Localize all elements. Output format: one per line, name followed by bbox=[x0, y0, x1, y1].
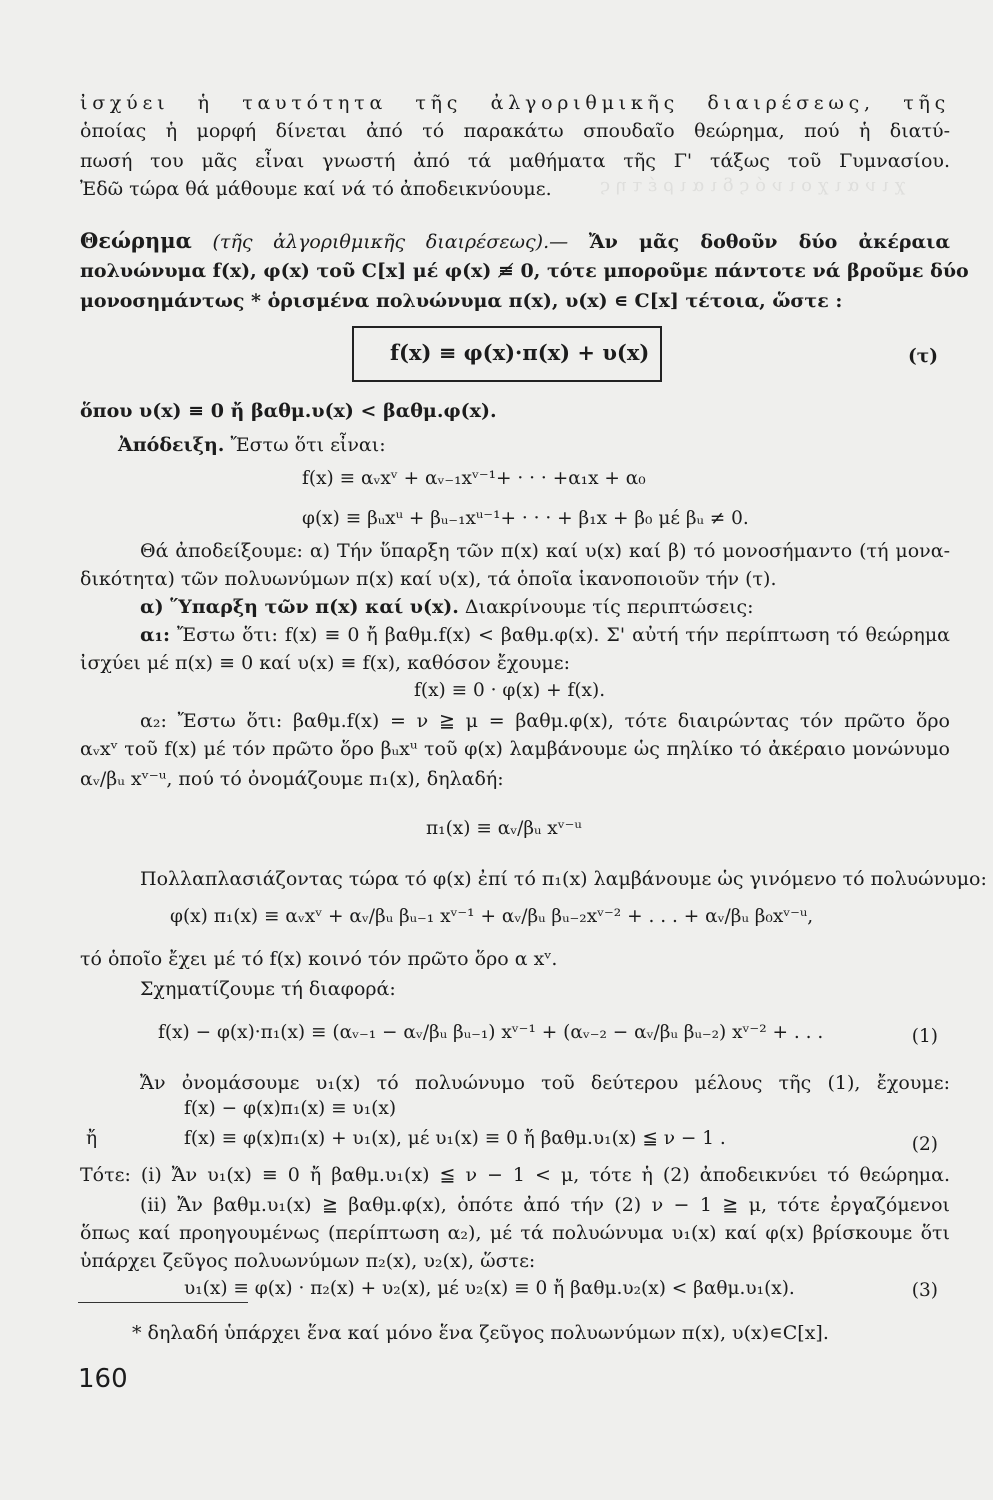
bleed-through-text: χ ι ν α ι χ ο ι ν ό ς δ ι α ι ρ έ τ η ς bbox=[600, 175, 906, 196]
case-a1-formula: f(x) ≡ 0 · φ(x) + f(x). bbox=[414, 680, 606, 701]
case-a1-label: α₁: bbox=[140, 624, 170, 646]
case-ii-line-2: ὅπως καί προηγουμένως (περίπτωση α₂), μέ τά πολυώνυμα υ₁(x) καί φ(x) βρίσκουμε ὅτι bbox=[80, 1222, 950, 1244]
then-line: Τότε: (i) Ἄν υ₁(x) ≡ 0 ἤ βαθμ.υ₁(x) ≦ ν − 1 < μ, τότε ἡ (2) ἀποδεικνύει τό θεώρημα. bbox=[80, 1164, 950, 1186]
existence-rest: Διακρίνουμε τίς περιπτώσεις: bbox=[464, 596, 754, 618]
theorem-subtitle: (τῆς ἀλγοριθμικῆς διαιρέσεως).— bbox=[212, 231, 569, 253]
phi-definition: φ(x) ≡ βᵤxᵘ + βᵤ₋₁xᵘ⁻¹+ · · · + β₁x + β₀ μέ βᵤ ≠ 0. bbox=[302, 508, 749, 529]
existence-heading: α) Ὕπαρξη τῶν π(x) καί υ(x). bbox=[140, 596, 459, 618]
theorem-heading: Θεώρημα bbox=[80, 228, 192, 253]
u1-formula: f(x) − φ(x)π₁(x) ≡ υ₁(x) bbox=[184, 1098, 397, 1119]
body-line-3: πωσή του μᾶς εἶναι γνωστή ἀπό τά μαθήματα τῆς Γ' τάξως τοῦ Γυμνασίου. bbox=[80, 150, 950, 172]
theorem-line-3: μονοσημάντως * ὁρισμένα πολυώνυμα π(x), υ(x) ∊ C[x] τέτοια, ὥστε : bbox=[80, 290, 843, 312]
theorem-line-4: ὅπου υ(x) ≡ 0 ἤ βαθμ.υ(x) < βαθμ.φ(x). bbox=[80, 400, 497, 422]
theorem-statement-start: Ἄν μᾶς δοθοῦν δύο ἀκέραια bbox=[588, 231, 950, 253]
case-a2-line-3: αᵥ/βᵤ xᵛ⁻ᵘ, πού τό ὀνομάζουμε π₁(x), δηλαδή: bbox=[80, 768, 504, 790]
equation-2-label: (2) bbox=[911, 1134, 938, 1155]
proof-intro-text: Ἔστω ὅτι εἶναι: bbox=[230, 434, 386, 456]
footnote-rule bbox=[78, 1302, 248, 1303]
multiply-line: Πολλαπλασιάζοντας τώρα τό φ(x) ἐπί τό π₁(x) λαμβάνουμε ὡς γινόμενο τό πολυώνυμο: bbox=[140, 868, 987, 890]
theorem-line-1 bbox=[80, 228, 950, 255]
proof-label: Ἀπόδειξη. bbox=[118, 434, 225, 456]
case-a1-text: Ἔστω ὅτι: f(x) ≡ 0 ἤ βαθμ.f(x) < βαθμ.φ(x). Σ' αὐτή τήν περίπτωση τό θεώρημα bbox=[176, 624, 950, 646]
prove-line-2: δικότητα) τῶν πολυωνύμων π(x) καί υ(x), τά ὁποῖα ἱκανοποιοῦν τήν (τ). bbox=[80, 568, 777, 590]
proof-intro bbox=[118, 432, 928, 458]
body-line-2: ὁποίας ἡ μορφή δίνεται ἀπό τό παρακάτω σπουδαῖο θεώρημα, πού ἡ διατύ- bbox=[80, 120, 950, 142]
case-a2-line-1: α₂: Ἔστω ὅτι: βαθμ.f(x) = ν ≧ μ = βαθμ.φ(x), τότε διαιρώντας τόν πρῶτο ὅρο bbox=[140, 710, 950, 732]
equation-3-label: (3) bbox=[911, 1280, 938, 1301]
case-ii-line-3: ὑπάρχει ζεῦγος πολυωνύμων π₂(x), υ₂(x), ὥστε: bbox=[80, 1250, 536, 1272]
page-number: 160 bbox=[78, 1364, 128, 1394]
case-a2-line-2: αᵥxᵛ τοῦ f(x) μέ τόν πρῶτο ὅρο βᵤxᵘ τοῦ φ(x) λαμβάνουμε ὡς πηλίκο τό ἀκέραιο μονώνυμο bbox=[80, 738, 950, 760]
u1-formula-2: f(x) ≡ φ(x)π₁(x) + υ₁(x), μέ υ₁(x) ≡ 0 ἤ βαθμ.υ₁(x) ≦ ν − 1 . bbox=[184, 1128, 726, 1149]
case-a1-line-1 bbox=[140, 622, 950, 648]
f-definition: f(x) ≡ αᵥxᵛ + αᵥ₋₁xᵛ⁻¹+ · · · +α₁x + α₀ bbox=[302, 468, 646, 489]
case-a1-line-2: ἰσχύει μέ π(x) ≡ 0 καί υ(x) ≡ f(x), καθόσον ἔχουμε: bbox=[80, 652, 571, 674]
case-ii-line-1: (ii) Ἄν βαθμ.υ₁(x) ≧ βαθμ.φ(x), ὁπότε ἀπό τήν (2) ν − 1 ≧ μ, τότε ἐργαζόμενοι bbox=[140, 1194, 950, 1216]
common-term-line: τό ὁποῖο ἔχει μέ τό f(x) κοινό τόν πρῶτο ὅρο α xᵛ. bbox=[80, 948, 558, 970]
difference-line: Σχηματίζουμε τή διαφορά: bbox=[140, 978, 396, 1000]
theorem-formula-label: (τ) bbox=[908, 346, 938, 367]
difference-formula: f(x) − φ(x)·π₁(x) ≡ (αᵥ₋₁ − αᵥ/βᵤ βᵤ₋₁) xᵛ⁻¹ + (αᵥ₋₂ − αᵥ/βᵤ βᵤ₋₂) xᵛ⁻² + . . . bbox=[158, 1022, 824, 1043]
or-word: ἤ bbox=[86, 1128, 98, 1149]
u2-formula: υ₁(x) ≡ φ(x) · π₂(x) + υ₂(x), μέ υ₂(x) ≡ 0 ἤ βαθμ.υ₂(x) < βαθμ.υ₁(x). bbox=[184, 1278, 795, 1299]
footnote: * δηλαδή ὑπάρχει ἕνα καί μόνο ἕνα ζεῦγος πολυωνύμων π(x), υ(x)∊C[x]. bbox=[132, 1322, 829, 1344]
naming-line: Ἄν ὀνομάσουμε υ₁(x) τό πολυώνυμο τοῦ δεύτερου μέλους τῆς (1), ἔχουμε: bbox=[140, 1072, 950, 1094]
multiply-formula: φ(x) π₁(x) ≡ αᵥxᵛ + αᵥ/βᵤ βᵤ₋₁ xᵛ⁻¹ + αᵥ/βᵤ βᵤ₋₂xᵛ⁻² + . . . + αᵥ/βᵤ β₀xᵛ⁻ᵘ, bbox=[170, 906, 814, 927]
existence-line bbox=[140, 594, 993, 620]
theorem-line-2: πολυώνυμα f(x), φ(x) τοῦ C[x] μέ φ(x) ≢ 0, τότε μποροῦμε πάντοτε νά βροῦμε δύο bbox=[80, 260, 969, 282]
prove-line-1: Θά ἀποδείξουμε: α) Τήν ὕπαρξη τῶν π(x) καί υ(x) καί β) τό μονοσήμαντο (τή μονα- bbox=[140, 540, 950, 562]
theorem-formula: f(x) ≡ φ(x)·π(x) + υ(x) bbox=[390, 340, 650, 365]
pi1-formula: π₁(x) ≡ αᵥ/βᵤ xᵛ⁻ᵘ bbox=[426, 818, 582, 839]
body-line-4: Ἐδῶ τώρα θά μάθουμε καί νά τό ἀποδεικνύουμε. bbox=[80, 178, 552, 200]
body-line-1: ἰσχύει ἡ ταυτότητα τῆς ἀλγοριθμικῆς διαιρέσεως, τῆς bbox=[80, 92, 950, 114]
equation-1-label: (1) bbox=[911, 1026, 938, 1047]
